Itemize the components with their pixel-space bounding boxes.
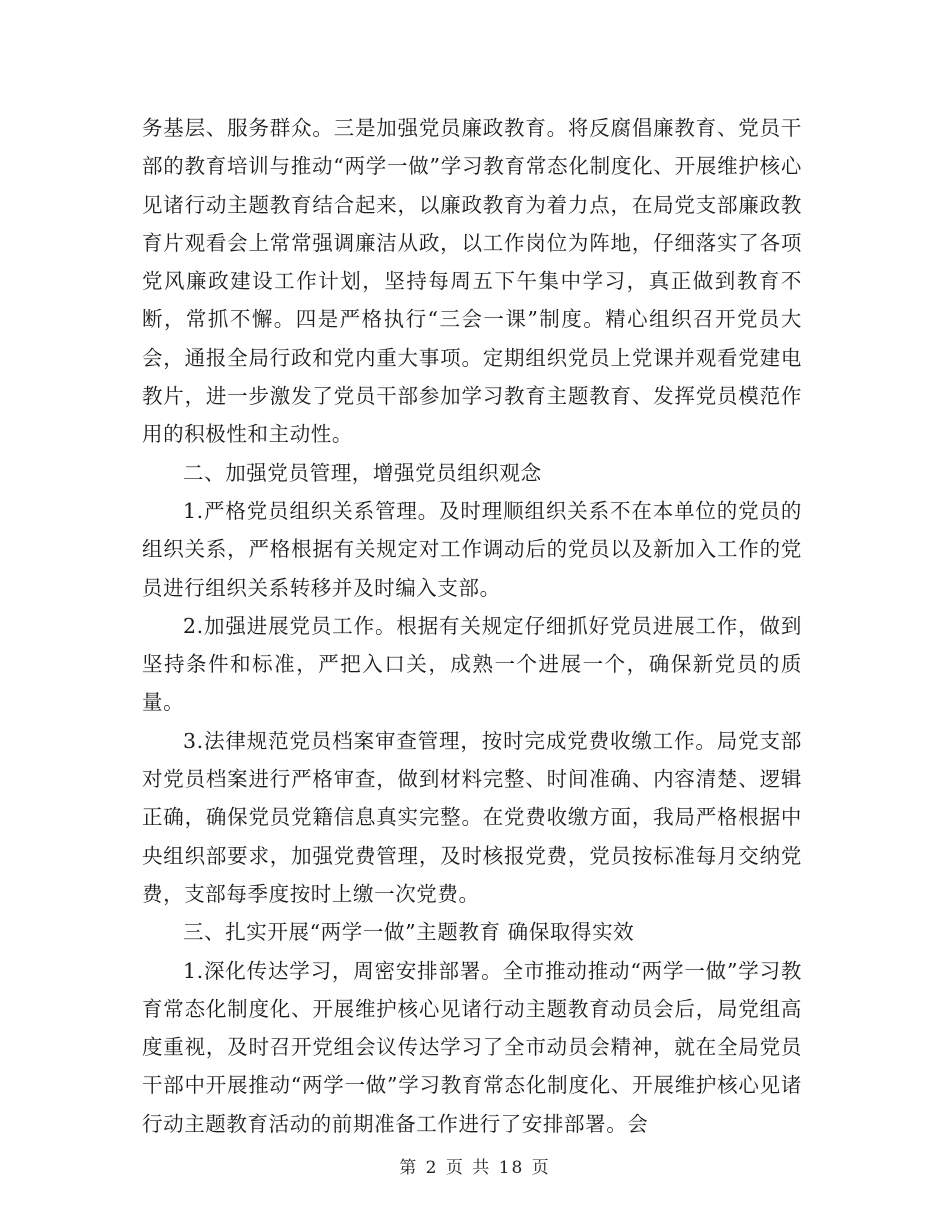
document-body [142, 109, 802, 1143]
page-number-footer: 第 2 页 共 18 页 [399, 1158, 551, 1178]
section-heading-3: 三、扎实开展“两学一做”主题教育 确保取得实效 [183, 920, 635, 945]
paragraph-item-2-2: 2.加强进展党员工作。根据有关规定仔细抓好党员进展工作，做到坚持条件和标准，严把入口关，成熟一个进展一个，确保新党员的质量。 [142, 613, 802, 715]
section-heading-2: 二、加强党员管理，增强党员组织观念 [183, 460, 542, 485]
paragraph-item-2-1: 1.严格党员组织关系管理。及时理顺组织关系不在本单位的党员的组织关系，严格根据有关规定对工作调动后的党员以及新加入工作的党员进行组织关系转移并及时编入支部。 [142, 498, 802, 600]
paragraph-item-2-3: 3.法律规范党员档案审查管理，按时完成党费收缴工作。局党支部对党员档案进行严格审查，做到材料完整、时间准确、内容清楚、逻辑正确，确保党员党籍信息真实完整。在党费收缴方面，我局严格根据中央组织部要求，加强党费管理，及时核报党费，党员按标准每月交纳党费，支部每季度按时上缴一次党费。 [142, 728, 802, 906]
paragraph-item-3-1: 1.深化传达学习，周密安排部署。全市推动推动“两学一做”学习教育常态化制度化、开展维护核心见诸行动主题教育动员会后，局党组高度重视，及时召开党组会议传达学习了全市动员会精神，就在全局党员干部中开展推动“两学一做”学习教育常态化制度化、开展维护核心见诸行动主题教育活动的前期准备工作进行了安排部署。会 [142, 958, 802, 1136]
paragraph-continuation: 务基层、服务群众。三是加强党员廉政教育。将反腐倡廉教育、党员干部的教育培训与推动“两学一做”学习教育常态化制度化、开展维护核心见诸行动主题教育结合起来，以廉政教育为着力点，在局党支部廉政教育片观看会上常常强调廉洁从政，以工作岗位为阵地，仔细落实了各项党风廉政建设工作计划，坚持每周五下午集中学习，真正做到教育不断，常抓不懈。四是严格执行“三会一课”制度。精心组织召开党员大会，通报全局行政和党内重大事项。定期组织党员上党课并观看党建电教片，进一步激发了党员干部参加学习教育主题教育、发挥党员模范作用的积极性和主动性。 [142, 116, 802, 447]
